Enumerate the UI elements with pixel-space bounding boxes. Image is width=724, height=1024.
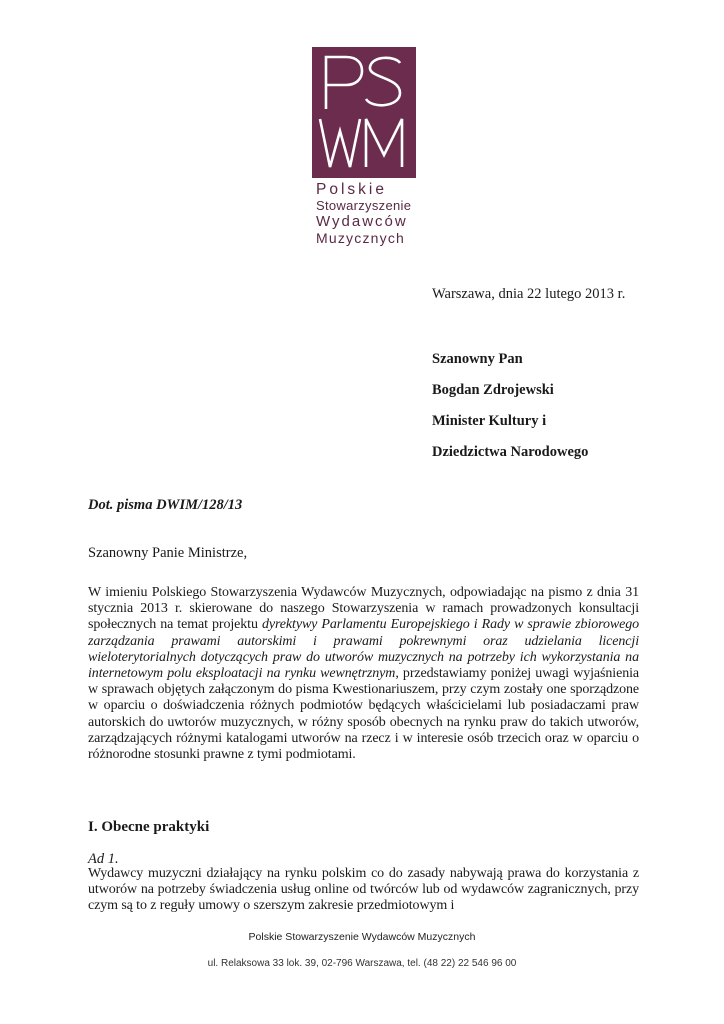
pswm-monogram bbox=[312, 47, 416, 178]
recipient-title: Minister Kultury i bbox=[432, 413, 547, 429]
greeting: Szanowny Panie Ministrze, bbox=[88, 545, 248, 561]
letter-date: Warszawa, dnia 22 lutego 2013 r. bbox=[432, 286, 626, 302]
recipient-name: Bogdan Zdrojewski bbox=[432, 382, 554, 398]
logo-wordmark bbox=[312, 182, 418, 246]
paragraph-rest: , przedstawiamy poniżej uwagi wyjaśnienia w sprawach objętych załączonym do pisma Kwestionariuszem, przy czym zostały one sporządzone w oparciu o doświadczenia różnych podmiotów będących właścicielami lub posiadaczami praw autorskich do uwtorów muzycznych, w różny sposób obecnych na rynku praw do takich utworów, zarządzających różnymi katalogami utworów na rzecz i w interesie osób trzecich oraz w oparciu o różnorodne stosunki prawne z tymi podmiotami. bbox=[88, 666, 639, 763]
monogram-graphic bbox=[312, 47, 416, 178]
body-paragraph-2: Wydawcy muzyczni działający na rynku polskim co do zasady nabywają prawa do korzystania z utworów na potrzeby świadczenia usług online od twórców lub od wydawców zagranicznych, przy czym są to z reguły umowy o szerszym zakresie przedmiotowym i bbox=[88, 866, 639, 914]
footer-organization: Polskie Stowarzyszenie Wydawców Muzycznych bbox=[248, 931, 476, 943]
ad-label: Ad 1. bbox=[88, 851, 119, 867]
logo-line: Stowarzyszenie bbox=[316, 198, 412, 213]
logo-line: Muzycznych bbox=[316, 230, 406, 246]
recipient-block bbox=[432, 344, 588, 468]
body-paragraph bbox=[88, 585, 639, 763]
logo-line: Wydawców bbox=[316, 213, 408, 230]
recipient-salutation: Szanowny Pan bbox=[432, 351, 523, 367]
paragraph-italic-title: dyrektywy Parlamentu Europejskiego i Rady w sprawie zbiorowego zarządzania prawami autorskimi i prawami pokrewnymi oraz udzielania licencji wieloterytorialnych dotyczących praw do utworów muzycznych na potrzeby ich wykorzystania na internetowym polu eksploatacji na rynku wewnętrznym bbox=[88, 617, 639, 682]
logo-line: Polskie bbox=[316, 181, 387, 198]
section-heading: I. Obecne praktyki bbox=[88, 819, 210, 835]
paragraph-intro: W imieniu Polskiego Stowarzyszenia Wydawców Muzycznych, odpowiadając na pismo z dnia 31 stycznia 2013 r. skierowane do naszego Stowarzyszenia w ramach prowadzonych konsultacji społecznych na temat projektu bbox=[88, 585, 639, 633]
reference-line: Dot. pisma DWIM/128/13 bbox=[88, 497, 243, 513]
recipient-title-cont: Dziedzictwa Narodowego bbox=[432, 444, 589, 460]
association-logo bbox=[312, 47, 418, 246]
footer-address: ul. Relaksowa 33 lok. 39, 02-796 Warszawa, tel. (48 22) 22 546 96 00 bbox=[207, 958, 517, 969]
